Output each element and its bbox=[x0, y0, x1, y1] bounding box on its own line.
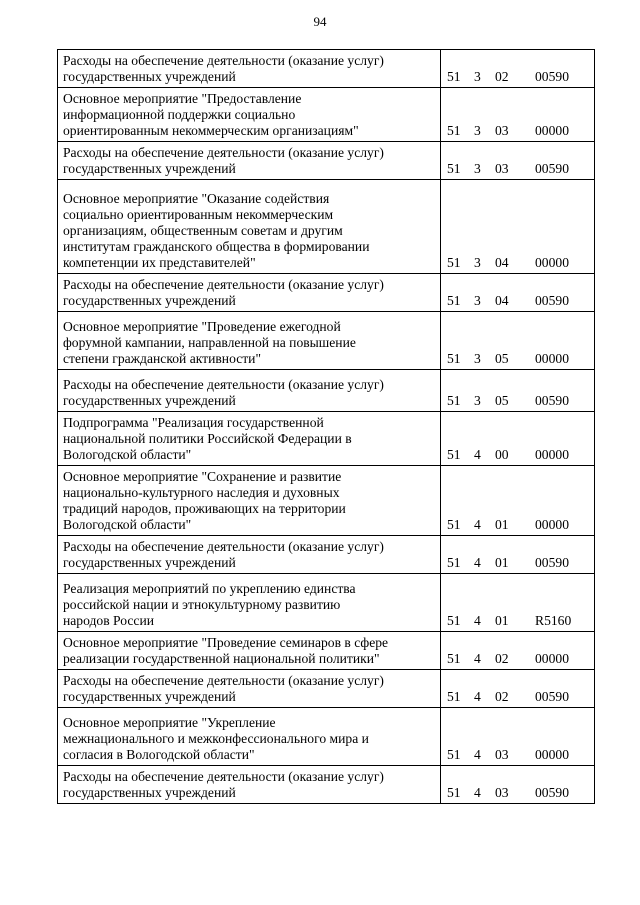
code-c4: 00000 bbox=[535, 651, 569, 666]
code-c2: 3 bbox=[474, 161, 481, 176]
row-codes bbox=[441, 274, 595, 312]
table-row bbox=[58, 766, 595, 804]
budget-table bbox=[57, 49, 595, 804]
code-c3: 01 bbox=[495, 613, 509, 628]
code-c1: 51 bbox=[447, 747, 461, 762]
code-c2: 4 bbox=[474, 651, 481, 666]
code-c4: 00590 bbox=[535, 69, 569, 84]
row-codes bbox=[441, 412, 595, 466]
code-c2: 4 bbox=[474, 447, 481, 462]
code-c3: 03 bbox=[495, 123, 509, 138]
table-row bbox=[58, 536, 595, 574]
table-row bbox=[58, 312, 595, 370]
row-codes bbox=[441, 180, 595, 274]
row-description: Реализация мероприятий по укреплению единства российской нации и этнокультурному развитию народов России bbox=[58, 574, 441, 632]
table-row bbox=[58, 632, 595, 670]
table-row bbox=[58, 466, 595, 536]
code-c4: 00000 bbox=[535, 517, 569, 532]
code-c4: 00590 bbox=[535, 293, 569, 308]
row-codes bbox=[441, 466, 595, 536]
code-c1: 51 bbox=[447, 161, 461, 176]
code-c3: 05 bbox=[495, 351, 509, 366]
table-row bbox=[58, 370, 595, 412]
row-description: Расходы на обеспечение деятельности (оказание услуг) государственных учреждений bbox=[58, 142, 441, 180]
code-c1: 51 bbox=[447, 69, 461, 84]
code-c1: 51 bbox=[447, 293, 461, 308]
row-description: Расходы на обеспечение деятельности (оказание услуг) государственных учреждений bbox=[58, 536, 441, 574]
code-c3: 02 bbox=[495, 69, 509, 84]
code-c2: 3 bbox=[474, 69, 481, 84]
row-codes bbox=[441, 670, 595, 708]
row-description: Расходы на обеспечение деятельности (оказание услуг) государственных учреждений bbox=[58, 370, 441, 412]
table-row bbox=[58, 670, 595, 708]
code-c3: 01 bbox=[495, 555, 509, 570]
row-description: Подпрограмма "Реализация государственной национальной политики Российской Федерации в Вологодской области" bbox=[58, 412, 441, 466]
code-c3: 02 bbox=[495, 689, 509, 704]
code-c1: 51 bbox=[447, 255, 461, 270]
code-c2: 4 bbox=[474, 689, 481, 704]
row-codes bbox=[441, 708, 595, 766]
row-codes bbox=[441, 574, 595, 632]
row-description: Основное мероприятие "Проведение семинаров в сфере реализации государственной национальной политики" bbox=[58, 632, 441, 670]
row-codes bbox=[441, 312, 595, 370]
table-row bbox=[58, 574, 595, 632]
code-c1: 51 bbox=[447, 123, 461, 138]
code-c3: 00 bbox=[495, 447, 509, 462]
code-c2: 3 bbox=[474, 293, 481, 308]
row-codes bbox=[441, 766, 595, 804]
code-c3: 01 bbox=[495, 517, 509, 532]
row-description: Основное мероприятие "Оказание содействия социально ориентированным некоммерческим организациям, общественным советам и другим институтам гражданского общества в формировании компетенции их представителей" bbox=[58, 180, 441, 274]
table-row bbox=[58, 412, 595, 466]
code-c4: 00000 bbox=[535, 255, 569, 270]
code-c1: 51 bbox=[447, 689, 461, 704]
table-row bbox=[58, 180, 595, 274]
code-c3: 03 bbox=[495, 161, 509, 176]
row-description: Основное мероприятие "Предоставление информационной поддержки социально ориентированным некоммерческим организациям" bbox=[58, 88, 441, 142]
code-c4: 00000 bbox=[535, 447, 569, 462]
code-c2: 3 bbox=[474, 351, 481, 366]
code-c2: 4 bbox=[474, 747, 481, 762]
code-c1: 51 bbox=[447, 613, 461, 628]
code-c3: 03 bbox=[495, 747, 509, 762]
code-c1: 51 bbox=[447, 447, 461, 462]
row-codes bbox=[441, 50, 595, 88]
code-c2: 3 bbox=[474, 255, 481, 270]
code-c2: 4 bbox=[474, 517, 481, 532]
code-c4: 00590 bbox=[535, 393, 569, 408]
code-c1: 51 bbox=[447, 555, 461, 570]
code-c4: 00000 bbox=[535, 351, 569, 366]
row-description: Расходы на обеспечение деятельности (оказание услуг) государственных учреждений bbox=[58, 274, 441, 312]
code-c3: 04 bbox=[495, 293, 509, 308]
row-codes bbox=[441, 142, 595, 180]
code-c1: 51 bbox=[447, 351, 461, 366]
code-c2: 3 bbox=[474, 123, 481, 138]
row-codes bbox=[441, 632, 595, 670]
row-codes bbox=[441, 88, 595, 142]
code-c2: 4 bbox=[474, 613, 481, 628]
code-c4: 00000 bbox=[535, 123, 569, 138]
code-c4: 00590 bbox=[535, 785, 569, 800]
code-c3: 02 bbox=[495, 651, 509, 666]
code-c1: 51 bbox=[447, 517, 461, 532]
table-row bbox=[58, 142, 595, 180]
row-codes bbox=[441, 536, 595, 574]
code-c4: 00590 bbox=[535, 689, 569, 704]
code-c3: 04 bbox=[495, 255, 509, 270]
code-c2: 4 bbox=[474, 785, 481, 800]
code-c3: 05 bbox=[495, 393, 509, 408]
code-c3: 03 bbox=[495, 785, 509, 800]
code-c1: 51 bbox=[447, 785, 461, 800]
code-c1: 51 bbox=[447, 651, 461, 666]
table-row bbox=[58, 708, 595, 766]
code-c4: 00000 bbox=[535, 747, 569, 762]
table-row bbox=[58, 88, 595, 142]
row-description: Расходы на обеспечение деятельности (оказание услуг) государственных учреждений bbox=[58, 766, 441, 804]
code-c4: 00590 bbox=[535, 161, 569, 176]
row-codes bbox=[441, 370, 595, 412]
row-description: Основное мероприятие "Проведение ежегодной форумной кампании, направленной на повышение степени гражданской активности" bbox=[58, 312, 441, 370]
row-description: Расходы на обеспечение деятельности (оказание услуг) государственных учреждений bbox=[58, 50, 441, 88]
code-c2: 3 bbox=[474, 393, 481, 408]
table-row bbox=[58, 50, 595, 88]
table-row bbox=[58, 274, 595, 312]
code-c2: 4 bbox=[474, 555, 481, 570]
code-c4: R5160 bbox=[535, 613, 572, 628]
table-body bbox=[58, 50, 595, 804]
row-description: Расходы на обеспечение деятельности (оказание услуг) государственных учреждений bbox=[58, 670, 441, 708]
row-description: Основное мероприятие "Укрепление межнационального и межконфессионального мира и согласия в Вологодской области" bbox=[58, 708, 441, 766]
row-description: Основное мероприятие "Сохранение и развитие национально-культурного наследия и духовных традиций народов, проживающих на территории Вологодской области" bbox=[58, 466, 441, 536]
code-c4: 00590 bbox=[535, 555, 569, 570]
page-number: 94 bbox=[313, 14, 327, 29]
code-c1: 51 bbox=[447, 393, 461, 408]
